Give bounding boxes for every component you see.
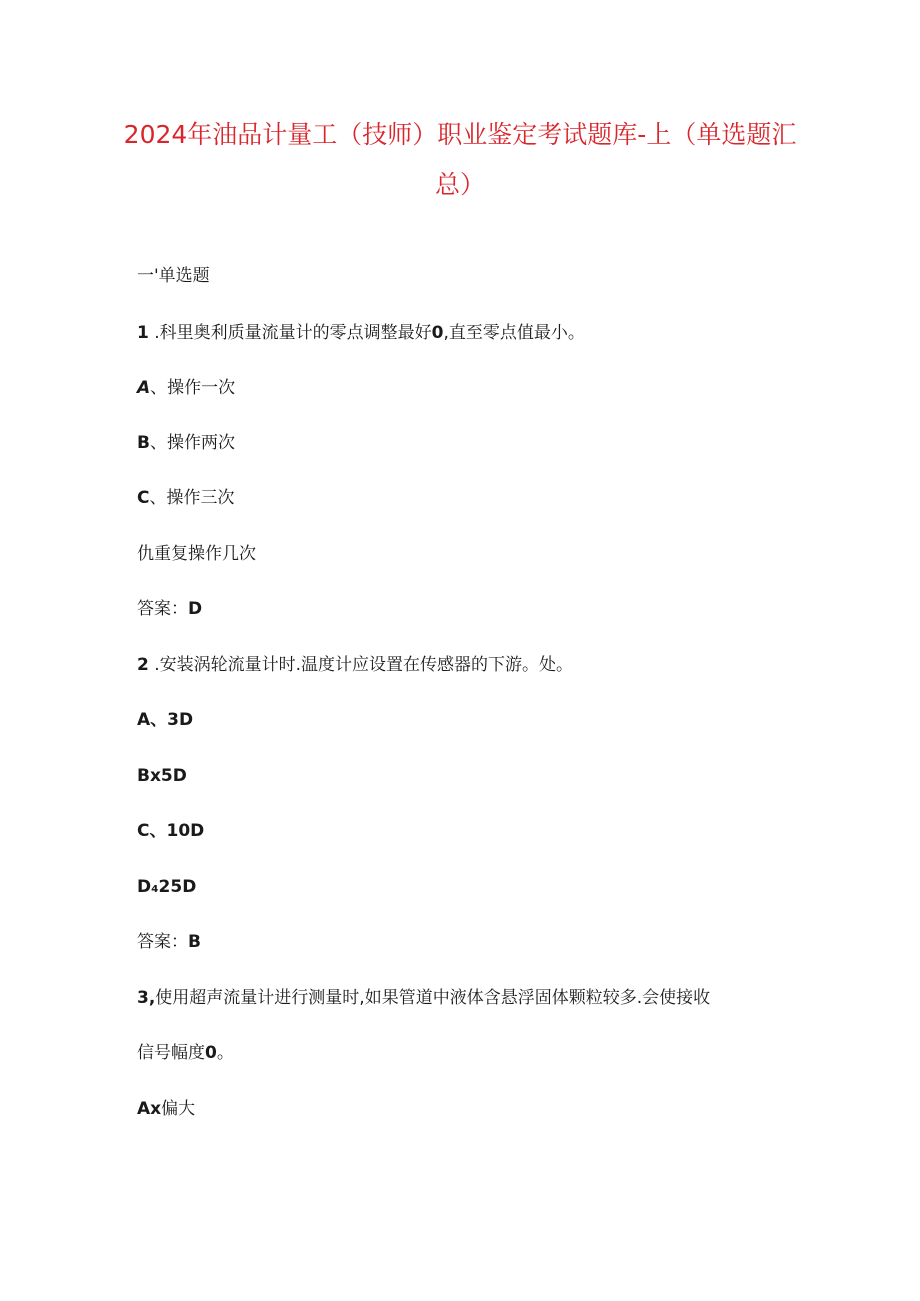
question-1-stem-text-b: ,直至零点值最小。 <box>443 323 585 343</box>
question-1-stem <box>137 321 585 345</box>
option-label: A <box>137 378 151 398</box>
question-2-option-d <box>137 875 196 899</box>
question-3-stem-blank: 0 <box>205 1043 217 1063</box>
question-3-stem-line-1 <box>137 986 710 1010</box>
question-3-stem-text-c: 。 <box>216 1043 234 1063</box>
option-label: B <box>137 433 150 453</box>
question-1-stem-text-a: .科里奥利质量流量计的零点调整最好 <box>148 323 432 343</box>
option-label: C <box>137 488 150 508</box>
option-text: 、操作三次 <box>149 488 235 508</box>
question-3-stem-line-2 <box>137 1041 234 1065</box>
document-title-line-2: 总） <box>434 170 485 199</box>
option-label: D₄25D <box>137 877 197 897</box>
question-1-option-d <box>137 542 256 566</box>
option-label: C <box>137 821 150 841</box>
option-text: 、操作一次 <box>150 378 236 398</box>
question-3-stem-text: 使用超声流量计进行测量时,如果管道中液体含悬浮固体颗粒较多.会使接收 <box>155 988 711 1008</box>
question-2-option-b <box>137 764 187 788</box>
question-2-option-c <box>137 819 204 843</box>
option-text: 、操作两次 <box>149 433 235 453</box>
option-label: A <box>137 710 151 730</box>
option-text: 偏大 <box>161 1099 196 1119</box>
option-text: 、10D <box>149 821 205 841</box>
answer-label: 答案： <box>137 932 188 952</box>
option-label: Bx5D <box>137 766 187 786</box>
document-title-line-1: 2024年油品计量工（技师）职业鉴定考试题库-上（单选题汇 <box>123 120 797 149</box>
question-2-option-a <box>137 708 193 732</box>
question-3-stem-text-a: 信号幅度 <box>137 1043 205 1063</box>
answer-value: D <box>188 599 203 619</box>
question-3-option-a <box>137 1097 195 1121</box>
question-1-option-b <box>137 431 235 455</box>
option-text: 、3D <box>150 710 194 730</box>
question-2-stem-text: .安装涡轮流量计时.温度计应设置在传感器的下游。处。 <box>148 655 574 675</box>
section-heading: 一'单选题 <box>137 266 210 286</box>
question-1-stem-blank: 0 <box>431 323 444 343</box>
question-1-option-a <box>137 376 235 400</box>
question-2-number: 2 <box>137 655 149 675</box>
question-1-answer <box>137 597 202 621</box>
option-label: Ax <box>137 1099 162 1119</box>
question-2-stem <box>137 653 573 677</box>
answer-value: B <box>188 932 201 952</box>
question-3-number: 3, <box>137 988 156 1008</box>
option-text: 仇重复操作几次 <box>137 544 256 564</box>
question-1-option-c <box>137 486 234 510</box>
question-2-answer <box>137 930 201 954</box>
question-1-number: 1 <box>137 323 149 343</box>
answer-label: 答案： <box>137 599 188 619</box>
